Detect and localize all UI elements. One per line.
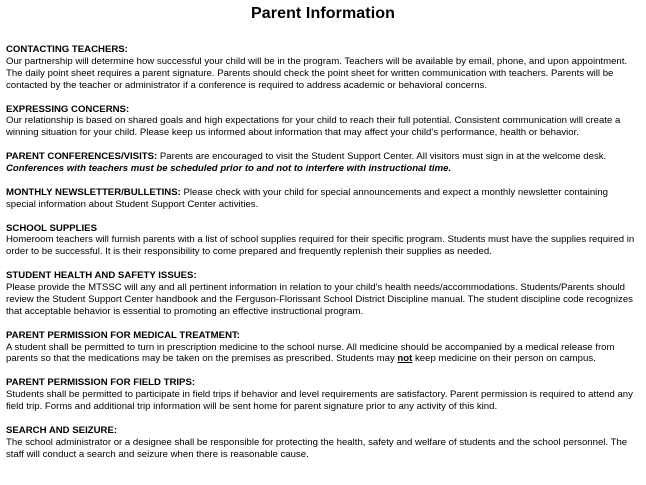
section-body: Our partnership will determine how successful your child will be in the program. Teachers will be available by email, phone, and upon appointment. The daily point sheet requires a parent signature. Parents should check the point sheet for written communication with teachers. Parents will be contacted by the teacher or administrator if a conference is required to address academic or behavioral concerns. <box>6 55 628 91</box>
section-paragraph <box>6 151 640 163</box>
section-field-trips <box>6 377 640 413</box>
section-contacting-teachers <box>6 44 640 92</box>
section-emphasis: Conferences with teachers must be scheduled prior to and not to interfere with instructional time. <box>6 163 452 175</box>
section-body: Homeroom teachers will furnish parents with a list of school supplies required for their specific program. Students must have the supplies required in order to be successful. It is their responsibility to come prepared and frequently replenish their supplies as needed. <box>6 234 635 258</box>
section-heading: MONTHLY NEWSLETTER/BULLETINS: <box>6 186 181 198</box>
section-heading: PARENT PERMISSION FOR MEDICAL TREATMENT: <box>6 329 240 341</box>
section-body <box>6 342 640 366</box>
section-student-health-safety <box>6 270 640 318</box>
section-body: Our relationship is based on shared goals and high expectations for your child to reach their full potential. Consistent communication will create a winning situation for your child. Please keep us informed about information that may affect your child’s performance, health or behavior. <box>6 115 621 139</box>
section-school-supplies <box>6 223 640 259</box>
section-medical-treatment <box>6 330 640 366</box>
section-heading: PARENT CONFERENCES/VISITS: <box>6 151 158 163</box>
section-expressing-concerns <box>6 104 640 140</box>
section-emphasis: not <box>397 353 413 365</box>
section-body: The school administrator or a designee shall be responsible for protecting the health, safety and welfare of students and the school personnel. The staff will conduct a search and seizure when there is reasonable cause. <box>6 436 628 460</box>
section-heading: EXPRESSING CONCERNS: <box>6 103 130 115</box>
section-body: Parents are encouraged to visit the Student Support Center. All visitors must sign in at the welcome desk. <box>157 151 607 163</box>
section-search-seizure <box>6 425 640 461</box>
section-body: Please provide the MTSSC will any and all pertinent information in relation to your child’s health needs/accommodations. Students/Parents should review the Student Support Center handbook and the Ferguson-Florissant School District Discipline manual. The student discipline code recognizes that acceptable behavior is essential to promoting an effective instructional program. <box>6 282 633 317</box>
section-heading: CONTACTING TEACHERS: <box>6 44 128 55</box>
page-title: Parent Information <box>250 5 396 22</box>
section-heading: SCHOOL SUPPLIES <box>6 222 97 234</box>
section-parent-conferences <box>6 151 640 175</box>
section-heading: SEARCH AND SEIZURE: <box>6 424 118 436</box>
section-heading: PARENT PERMISSION FOR FIELD TRIPS: <box>6 377 196 389</box>
section-monthly-newsletter <box>6 187 640 211</box>
section-body-end: keep medicine on their person on campus. <box>412 353 596 365</box>
section-heading: STUDENT HEALTH AND SAFETY ISSUES: <box>6 270 197 282</box>
section-paragraph <box>6 187 640 211</box>
section-body: Please check with your child for special announcements and expect a monthly newsletter containing special information about Student Support Center activities. <box>6 186 608 210</box>
section-body: Students shall be permitted to participate in field trips if behavior and level requirements are satisfactory. Parent permission is required to attend any field trip. Forms and additional trip information will be sent home for parent signature prior to any activity of this kind. <box>6 389 633 413</box>
section-body-start: A student shall be permitted to turn in prescription medicine to the school nurse. All medicine should be accompanied by a medical release from parents so that the medications may be taken on the premises as prescribed. Students may <box>6 341 615 365</box>
document-content <box>6 44 640 461</box>
